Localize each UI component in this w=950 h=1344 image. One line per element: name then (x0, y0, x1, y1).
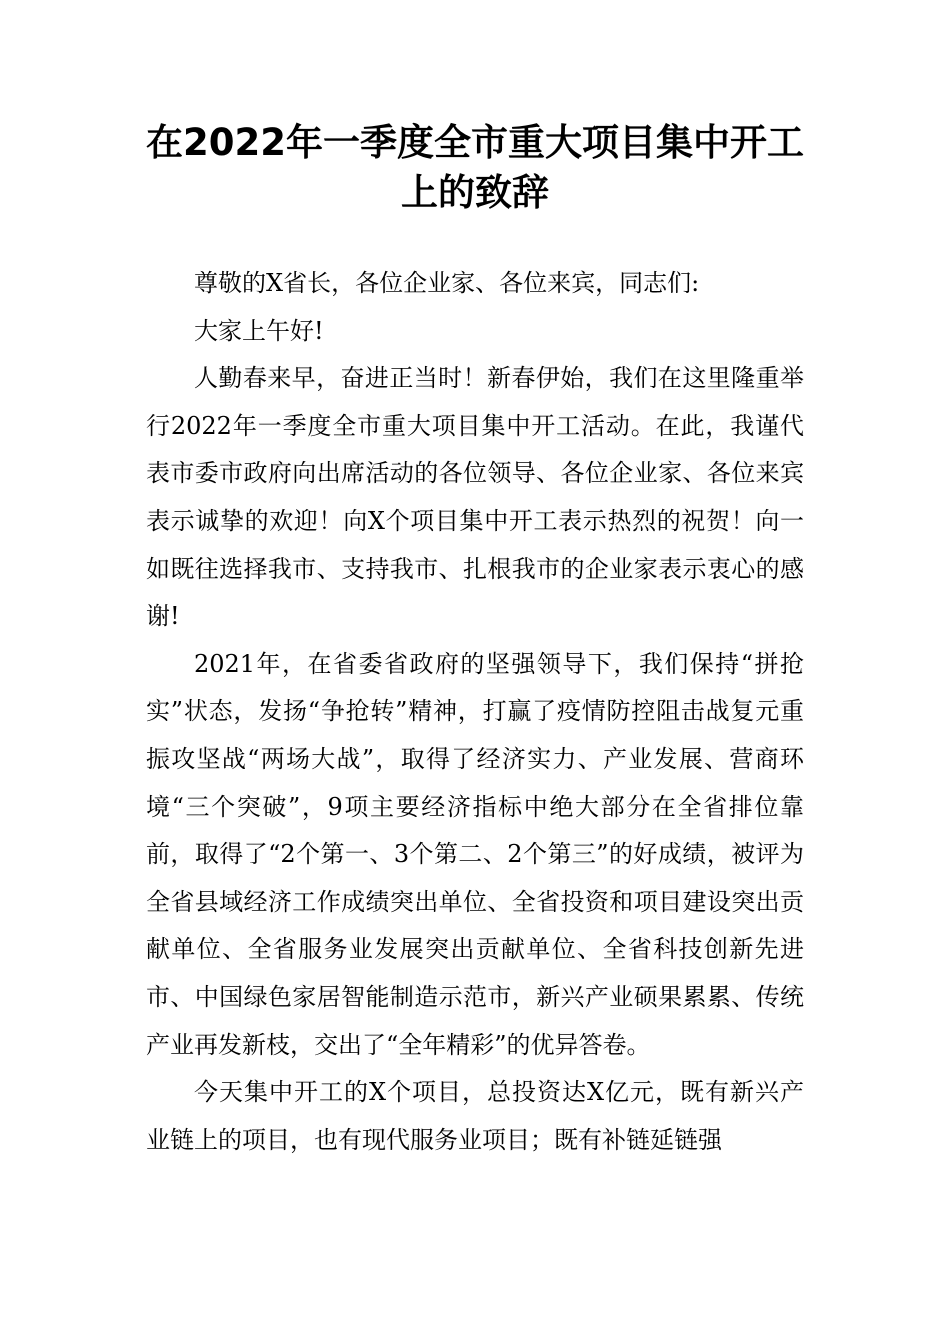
paragraph-opening: 人勤春来早，奋进正当时！新春伊始，我们在这里隆重举行2022年一季度全市重大项目集中开工活动。在此，我谨代表市委市政府向出席活动的各位领导、各位企业家、各位来宾表示诚挚的欢迎！向X个项目集中开工表示热烈的祝贺！向一如既往选择我市、支持我市、扎根我市的企业家表示衷心的感谢! (146, 364, 804, 631)
greeting: 大家上午好! (194, 316, 324, 345)
salutation: 尊敬的X省长，各位企业家、各位来宾，同志们: (194, 269, 700, 297)
title-line-2: 上的致辞 (401, 171, 549, 214)
paragraph-2021-review: 2021年，在省委省政府的坚强领导下，我们保持“拼抢实”状态，发扬“争抢转”精神，打赢了疫情防控阻击战复元重振攻坚战“两场大战”，取得了经济实力、产业发展、营商环境“三个突破”，9项主要经济指标中绝大部分在全省排位靠前，取得了“2个第一、3个第二、2个第三”的好成绩，被评为全省县域经济工作成绩突出单位、全省投资和项目建设突出贡献单位、全省服务业发展突出贡献单位、全省科技创新先进市、中国绿色家居智能制造示范市，新兴产业硕果累累、传统产业再发新枝，交出了“全年精彩”的优异答卷。 (146, 649, 804, 1059)
title-line-1: 在2022年一季度全市重大项目集中开工 (146, 121, 804, 164)
document-body (146, 260, 804, 1164)
document-title (146, 118, 804, 218)
paragraph-projects: 今天集中开工的X个项目，总投资达X亿元，既有新兴产业链上的项目，也有现代服务业项目；既有补链延链强 (146, 1078, 804, 1154)
